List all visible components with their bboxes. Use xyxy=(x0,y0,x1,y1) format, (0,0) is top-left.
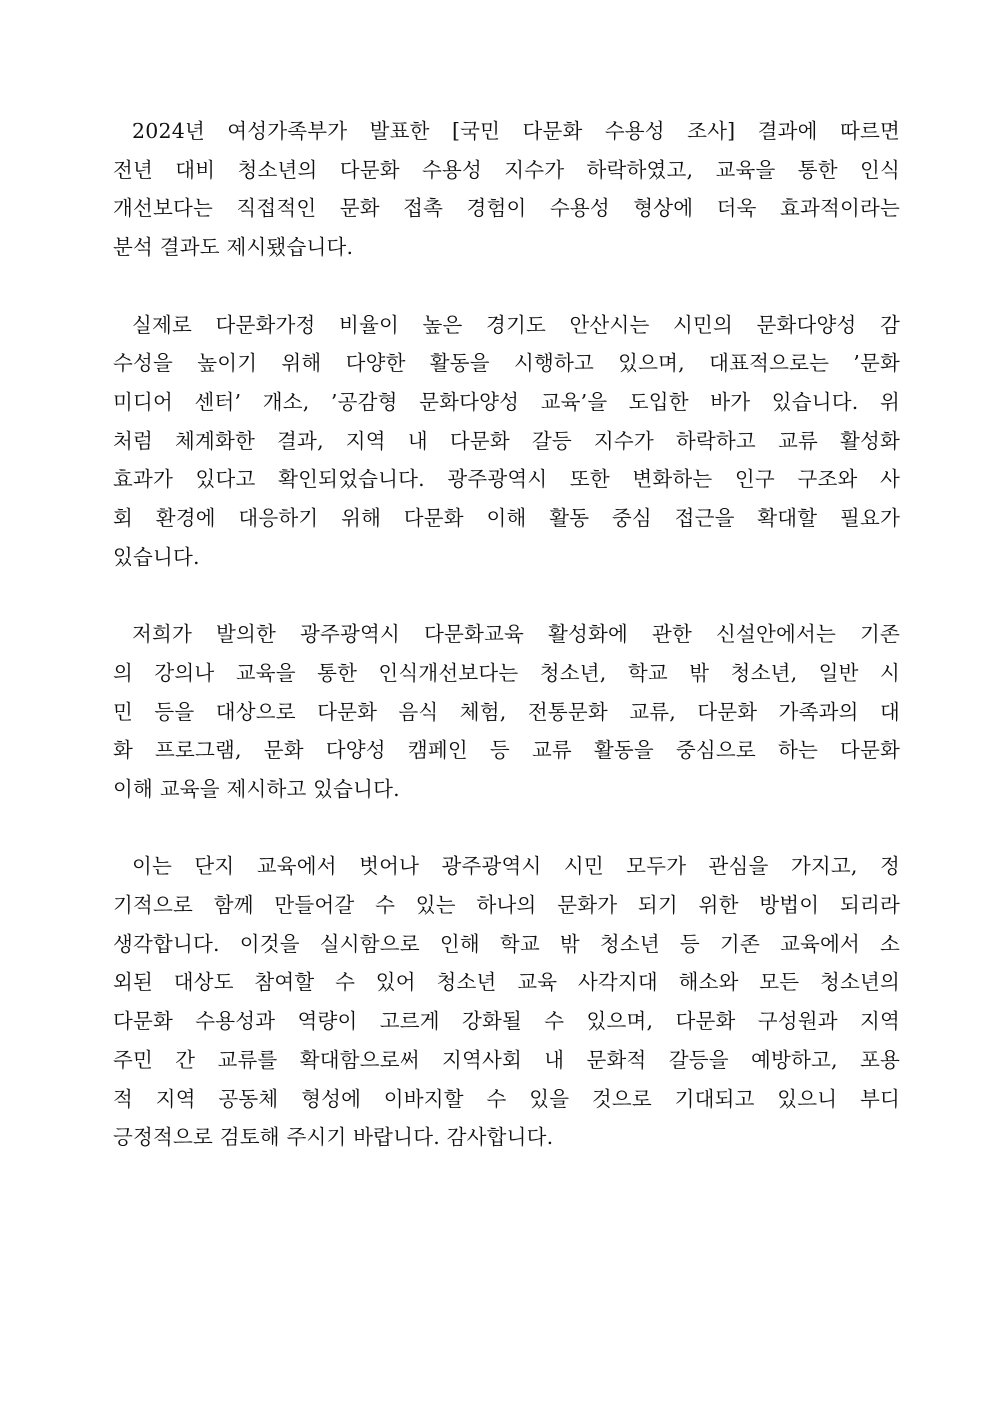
text-line: 다문화 수용성과 역량이 고르게 강화될 수 있으며, 다문화 구성원과 지역 xyxy=(113,1009,900,1034)
text-line: 저희가 발의한 광주광역시 다문화교육 활성화에 관한 신설안에서는 기존 xyxy=(132,622,900,647)
paragraph-ansan-example xyxy=(94,306,900,577)
text-line: 분석 결과도 제시됐습니다. xyxy=(113,235,354,260)
text-line: 이는 단지 교육에서 벗어나 광주광역시 시민 모두가 관심을 가지고, 정 xyxy=(132,854,900,879)
text-line: 처럼 체계화한 결과, 지역 내 다문화 갈등 지수가 하락하고 교류 활성화 xyxy=(113,428,900,453)
text-line: 의 강의나 교육을 통한 인식개선보다는 청소년, 학교 밖 청소년, 일반 시 xyxy=(113,660,900,685)
text-line: 회 환경에 대응하기 위해 다문화 이해 활동 중심 접근을 확대할 필요가 xyxy=(113,506,900,531)
text-line: 주민 간 교류를 확대함으로써 지역사회 내 문화적 갈등을 예방하고, 포용 xyxy=(113,1047,900,1072)
text-line: 화 프로그램, 문화 다양성 캠페인 등 교류 활동을 중심으로 하는 다문화 xyxy=(113,738,900,763)
text-line: 있습니다. xyxy=(113,544,200,569)
paragraph-proposal xyxy=(94,615,900,809)
text-line: 수성을 높이기 위해 다양한 활동을 시행하고 있으며, 대표적으로는 ’문화 xyxy=(113,351,900,376)
text-line: 긍정적으로 검토해 주시기 바랍니다. 감사합니다. xyxy=(113,1125,554,1150)
text-line: 외된 대상도 참여할 수 있어 청소년 교육 사각지대 해소와 모든 청소년의 xyxy=(113,970,900,995)
text-line: 생각합니다. 이것을 실시함으로 인해 학교 밖 청소년 등 기존 교육에서 소 xyxy=(113,931,900,956)
text-line: 이해 교육을 제시하고 있습니다. xyxy=(113,776,400,801)
text-line: 효과가 있다고 확인되었습니다. 광주광역시 또한 변화하는 인구 구조와 사 xyxy=(113,467,900,492)
text-line: 적 지역 공동체 형성에 이바지할 수 있을 것으로 기대되고 있으니 부디 xyxy=(113,1086,900,1111)
text-line: 기적으로 함께 만들어갈 수 있는 하나의 문화가 되기 위한 방법이 되리라 xyxy=(113,893,900,918)
document-body xyxy=(94,112,900,1196)
paragraph-conclusion xyxy=(94,847,900,1157)
text-line: 개선보다는 직접적인 문화 접촉 경험이 수용성 형상에 더욱 효과적이라는 xyxy=(113,196,900,221)
text-line: 실제로 다문화가정 비율이 높은 경기도 안산시는 시민의 문화다양성 감 xyxy=(132,312,900,337)
text-line: 민 등을 대상으로 다문화 음식 체험, 전통문화 교류, 다문화 가족과의 대 xyxy=(113,699,900,724)
text-line: 미디어 센터’ 개소, ’공감형 문화다양성 교육’을 도입한 바가 있습니다. 위 xyxy=(113,389,900,414)
text-line: 2024년 여성가족부가 발표한 [국민 다문화 수용성 조사] 결과에 따르면 xyxy=(132,119,900,143)
paragraph-survey-results xyxy=(94,112,900,267)
text-line: 전년 대비 청소년의 다문화 수용성 지수가 하락하였고, 교육을 통한 인식 xyxy=(113,157,900,182)
